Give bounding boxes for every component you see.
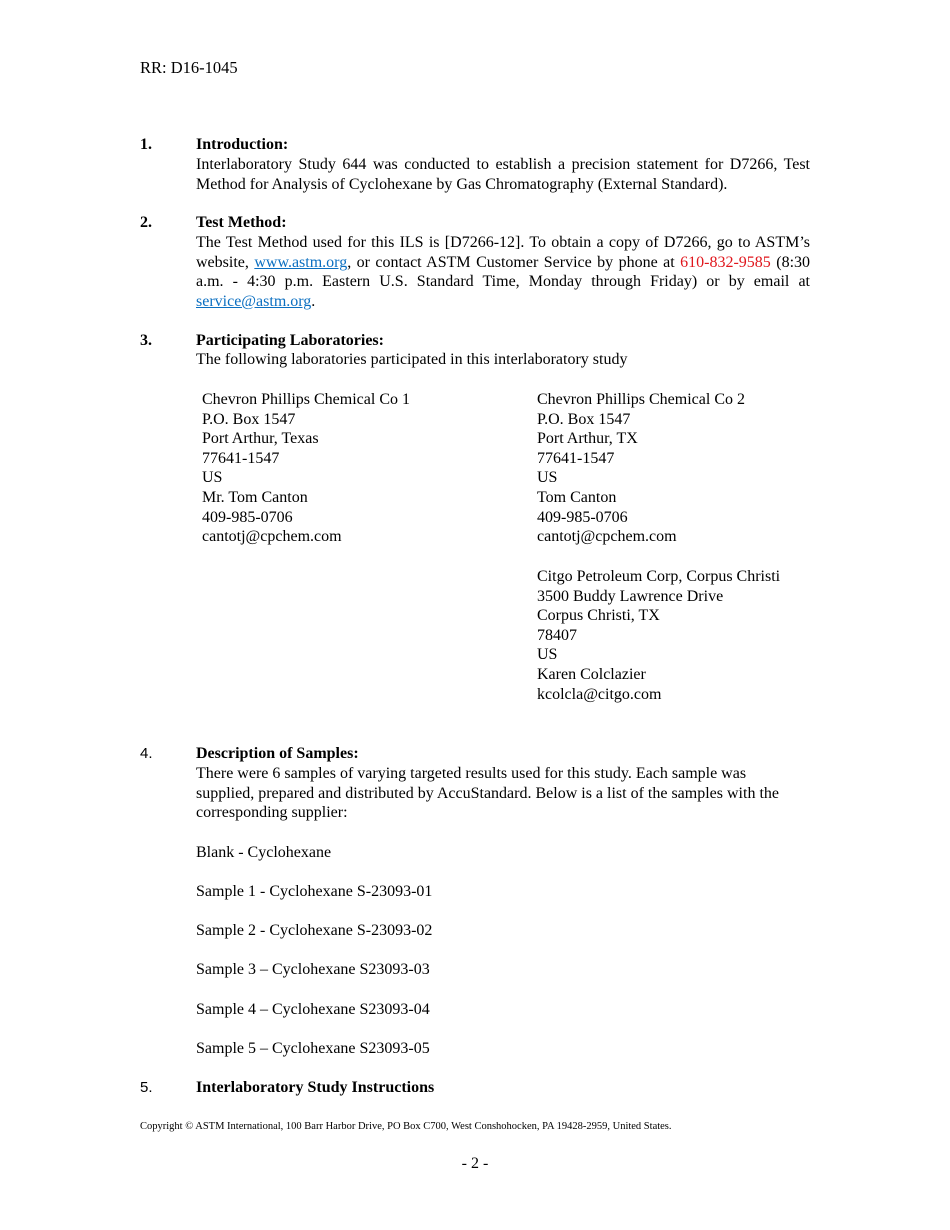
lab-1-address	[202, 390, 410, 547]
sample-2: Sample 2 - Cyclohexane S-23093-02	[196, 922, 433, 939]
page-number: - 2 -	[461, 1155, 489, 1172]
sample-blank: Blank - Cyclohexane	[196, 844, 332, 861]
service-email-link[interactable]: service@astm.org	[196, 292, 312, 310]
section-4-title: Description of Samples:	[196, 745, 359, 762]
section-4-number: 4.	[140, 745, 153, 762]
lab-1-phone: 409-985-0706	[202, 508, 293, 526]
lab-2-name: Chevron Phillips Chemical Co 2	[537, 391, 745, 408]
section-2-text-b: , or contact ASTM Customer Service by phone at	[347, 253, 681, 271]
sample-1: Sample 1 - Cyclohexane S-23093-01	[196, 883, 433, 900]
lab-3-address	[537, 567, 780, 704]
sample-3: Sample 3 – Cyclohexane S23093-03	[196, 961, 430, 978]
lab-2-phone: 409-985-0706	[537, 508, 628, 526]
lab-3-street: 3500 Buddy Lawrence Drive	[537, 587, 724, 605]
lab-2-address	[537, 390, 745, 547]
section-5-title: Interlaboratory Study Instructions	[196, 1079, 435, 1096]
lab-2-city: Port Arthur, TX	[537, 430, 638, 448]
lab-3-email: kcolcla@citgo.com	[537, 685, 662, 703]
section-1-title: Introduction:	[196, 136, 289, 153]
lab-1-pobox: P.O. Box 1547	[202, 410, 296, 428]
lab-2-zip: 77641-1547	[537, 449, 615, 467]
lab-1-country: US	[202, 469, 223, 487]
section-1-body: Interlaboratory Study 644 was conducted to establish a precision statement for D7266, Test Method for Analysis of Cyclohexane by Gas Chromatography (External Standard).	[196, 156, 810, 193]
section-2-number: 2.	[140, 214, 152, 231]
section-2-text-c: (8:30 a.m. - 4:30 p.m. Eastern U.S. Standard Time, Monday through Friday) or by email at	[196, 253, 811, 291]
report-id: RR: D16-1045	[140, 58, 238, 77]
lab-3-name: Citgo Petroleum Corp, Corpus Christi	[537, 568, 781, 585]
section-2-body	[196, 233, 810, 311]
lab-1-name: Chevron Phillips Chemical Co 1	[202, 391, 410, 408]
lab-3-country: US	[537, 646, 558, 664]
lab-3-city: Corpus Christi, TX	[537, 607, 660, 625]
section-2-title: Test Method:	[196, 214, 287, 231]
section-3-title: Participating Laboratories:	[196, 332, 384, 349]
lab-3-contact: Karen Colclazier	[537, 665, 646, 683]
section-5-number: 5.	[140, 1079, 153, 1096]
lab-3-zip: 78407	[537, 626, 577, 644]
lab-1-city: Port Arthur, Texas	[202, 430, 319, 448]
section-2-text-d: .	[311, 292, 316, 310]
copyright-footer: Copyright © ASTM International, 100 Barr Harbor Drive, PO Box C700, West Conshohocken, PA 19428-2959, United States.	[140, 1121, 672, 1132]
section-4-body: There were 6 samples of varying targeted results used for this study. Each sample was supplied, prepared and distributed by AccuStandard. Below is a list of the samples with the corresponding supplier:	[196, 765, 779, 822]
section-3-number: 3.	[140, 332, 152, 349]
astm-website-link[interactable]: www.astm.org	[254, 253, 348, 271]
sample-5: Sample 5 – Cyclohexane S23093-05	[196, 1040, 430, 1057]
lab-2-country: US	[537, 469, 558, 487]
customer-service-phone: 610-832-9585	[680, 253, 771, 271]
lab-2-contact: Tom Canton	[537, 488, 617, 506]
section-1-number: 1.	[140, 136, 152, 153]
lab-2-pobox: P.O. Box 1547	[537, 410, 631, 428]
lab-1-email: cantotj@cpchem.com	[202, 528, 342, 546]
lab-2-email: cantotj@cpchem.com	[537, 528, 677, 546]
lab-1-contact: Mr. Tom Canton	[202, 488, 308, 506]
section-3-intro: The following laboratories participated in this interlaboratory study	[196, 351, 628, 368]
sample-4: Sample 4 – Cyclohexane S23093-04	[196, 1001, 430, 1018]
section-2-text-a: The Test Method used for this ILS is [D7266-12]. To obtain a copy of D7266, go to ASTM’s website,	[196, 234, 810, 271]
lab-1-zip: 77641-1547	[202, 449, 280, 467]
